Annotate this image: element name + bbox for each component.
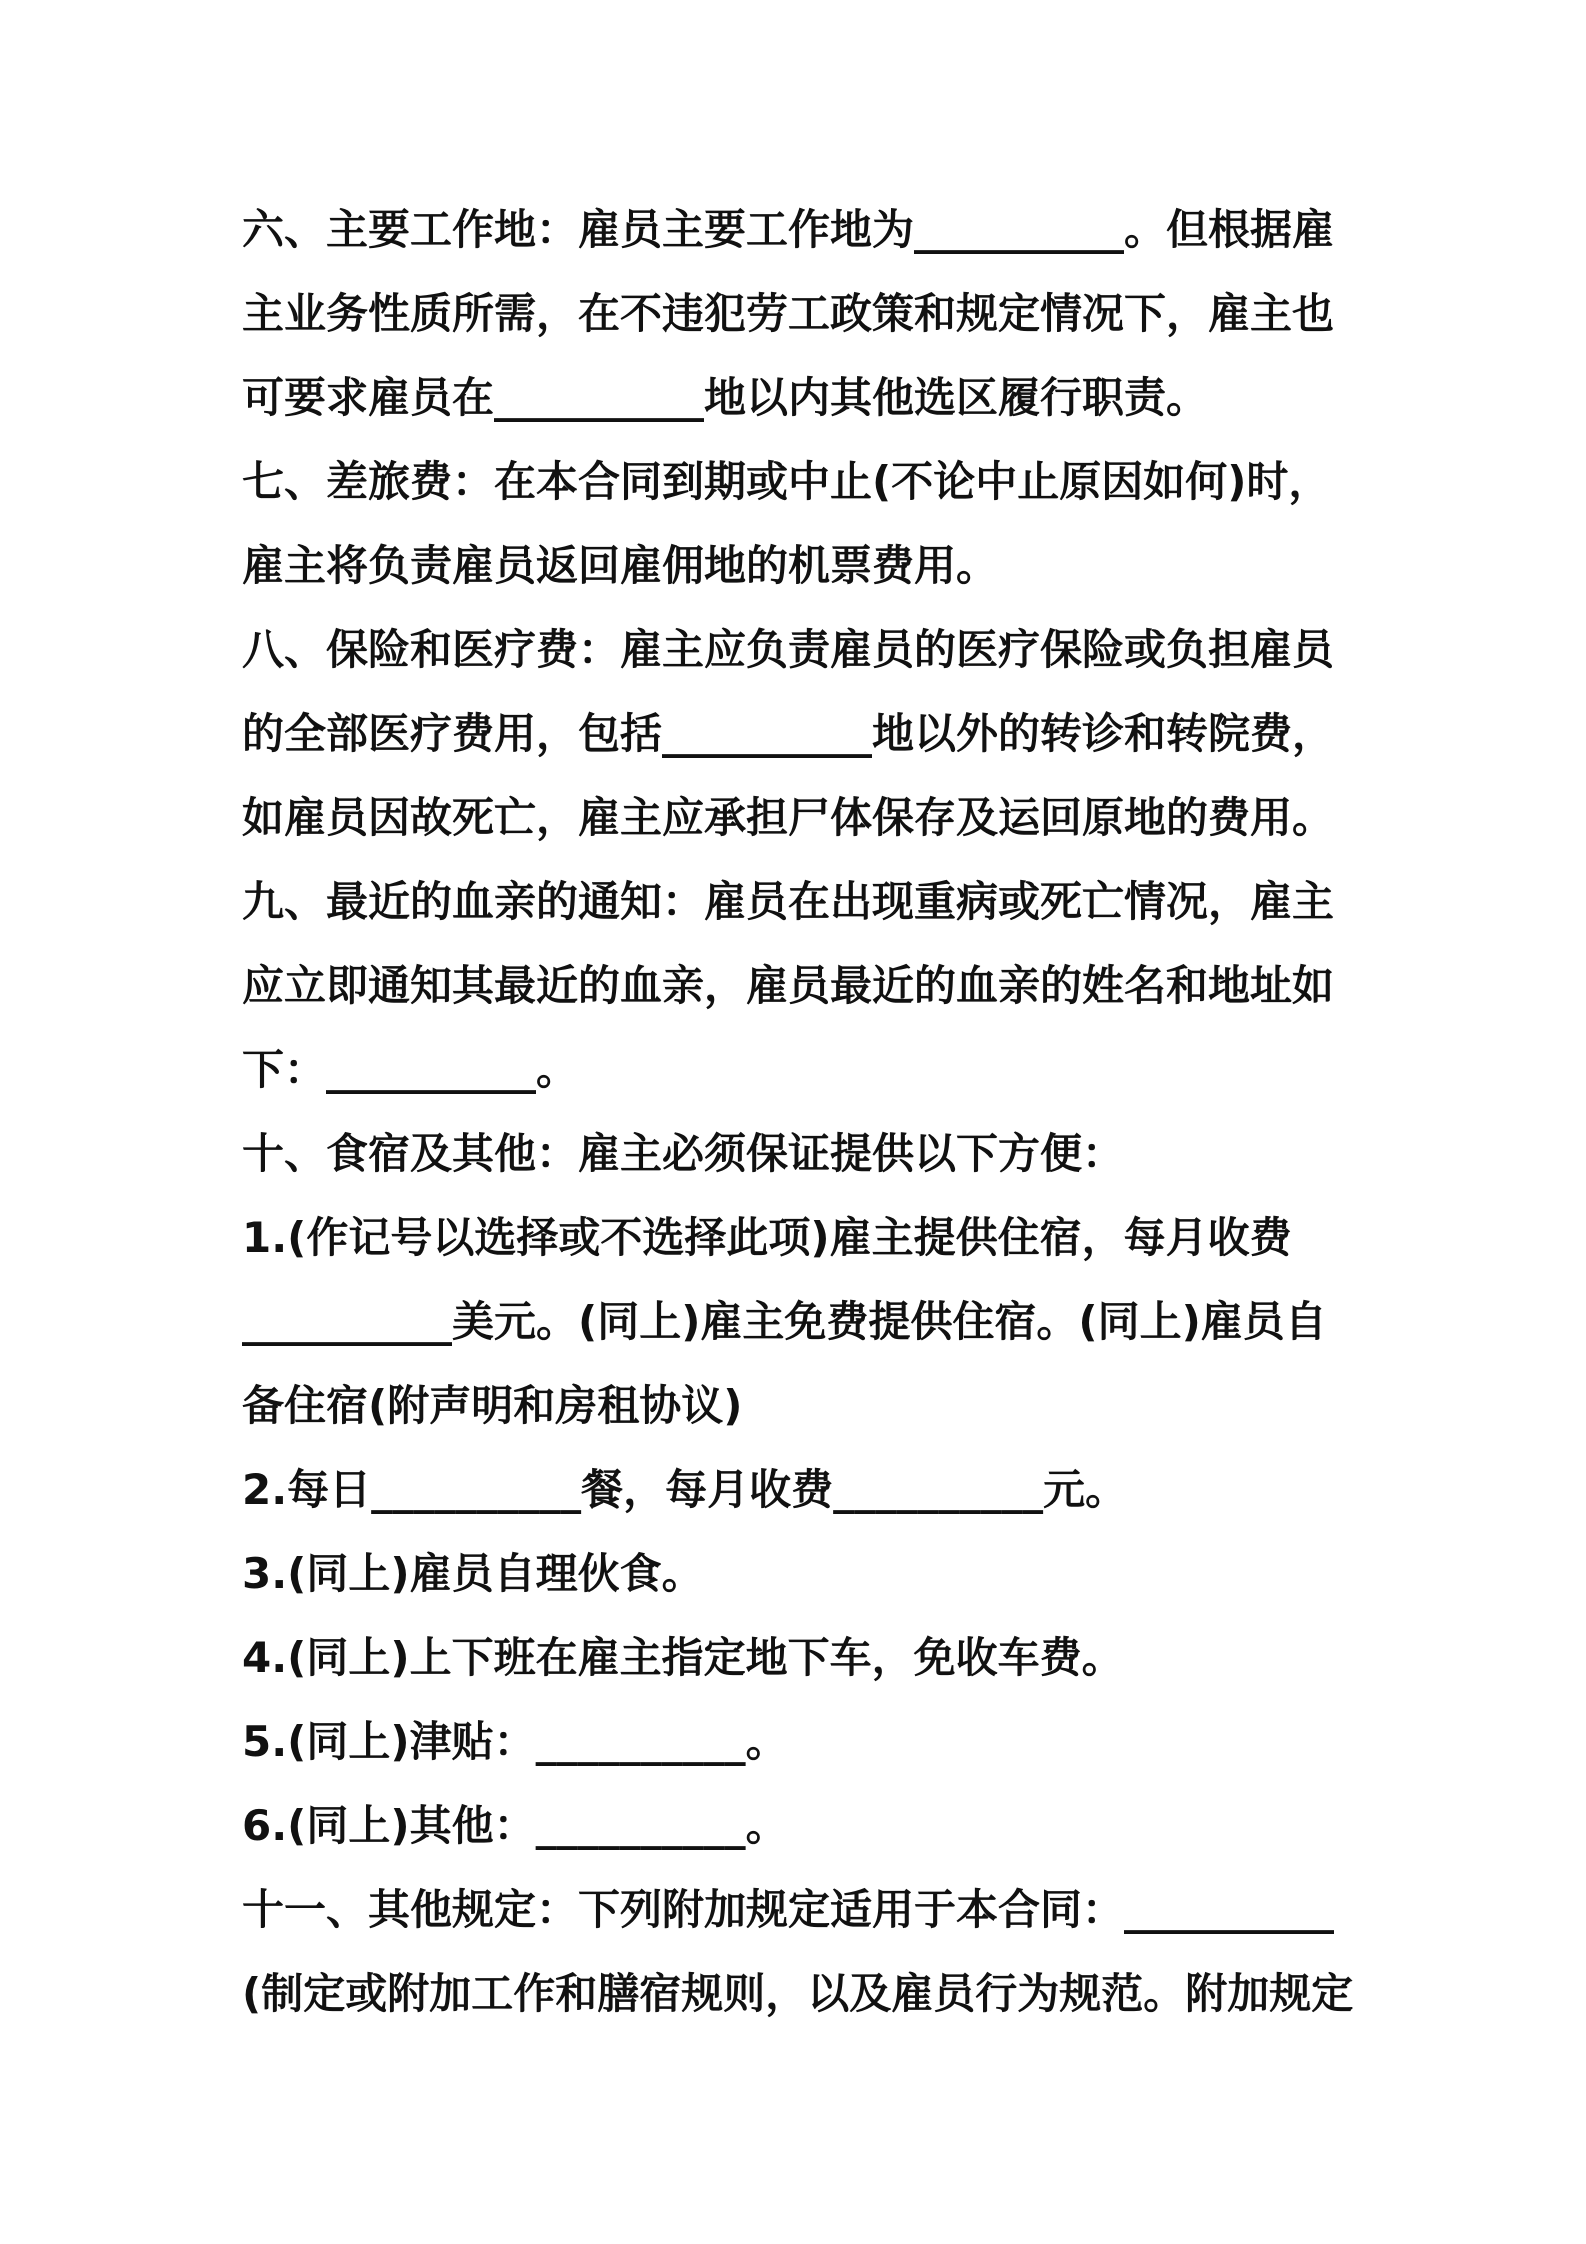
text-line: 应立即通知其最近的血亲，雇员最近的血亲的姓名和地址如 [242,961,1335,1010]
contract-text [242,188,1362,2036]
text-line: __________美元。(同上)雇主免费提供住宿。(同上)雇员自 [242,1297,1327,1346]
text-line: 6.(同上)其他：__________。 [242,1801,788,1850]
text-line: 主业务性质所需，在不违犯劳工政策和规定情况下，雇主也 [242,289,1335,338]
text-line: 七、差旅费：在本合同到期或中止(不论中止原因如何)时， [242,457,1331,506]
text-line: 5.(同上)津贴：__________。 [242,1717,788,1766]
text-line: 十、食宿及其他：雇主必须保证提供以下方便： [242,1129,1125,1178]
text-line: 九、最近的血亲的通知：雇员在出现重病或死亡情况，雇主 [242,877,1335,926]
text-line: 可要求雇员在__________地以内其他选区履行职责。 [242,373,1209,422]
text-line: 1.(作记号以选择或不选择此项)雇主提供住宿，每月收费 [242,1213,1292,1262]
text-line: 雇主将负责雇员返回雇佣地的机票费用。 [242,541,999,590]
text-line: 如雇员因故死亡，雇主应承担尸体保存及运回原地的费用。 [242,793,1335,842]
text-line: 备住宿(附声明和房租协议) [242,1381,743,1430]
text-line: 3.(同上)雇员自理伙食。 [242,1549,704,1598]
text-line: 的全部医疗费用，包括__________地以外的转诊和转院费， [242,709,1335,758]
text-line: 下：__________。 [242,1045,579,1094]
text-line: 十一、其他规定：下列附加规定适用于本合同：__________ [242,1885,1335,1934]
text-line: 4.(同上)上下班在雇主指定地下车，免收车费。 [242,1633,1124,1682]
text-line: 2.每日__________餐，每月收费__________元。 [242,1465,1128,1514]
text-line: 八、保险和医疗费：雇主应负责雇员的医疗保险或负担雇员 [242,625,1335,674]
text-line: 六、主要工作地：雇员主要工作地为__________。但根据雇 [242,205,1335,254]
text-line: (制定或附加工作和膳宿规则，以及雇员行为规范。附加规定 [242,1969,1354,2018]
